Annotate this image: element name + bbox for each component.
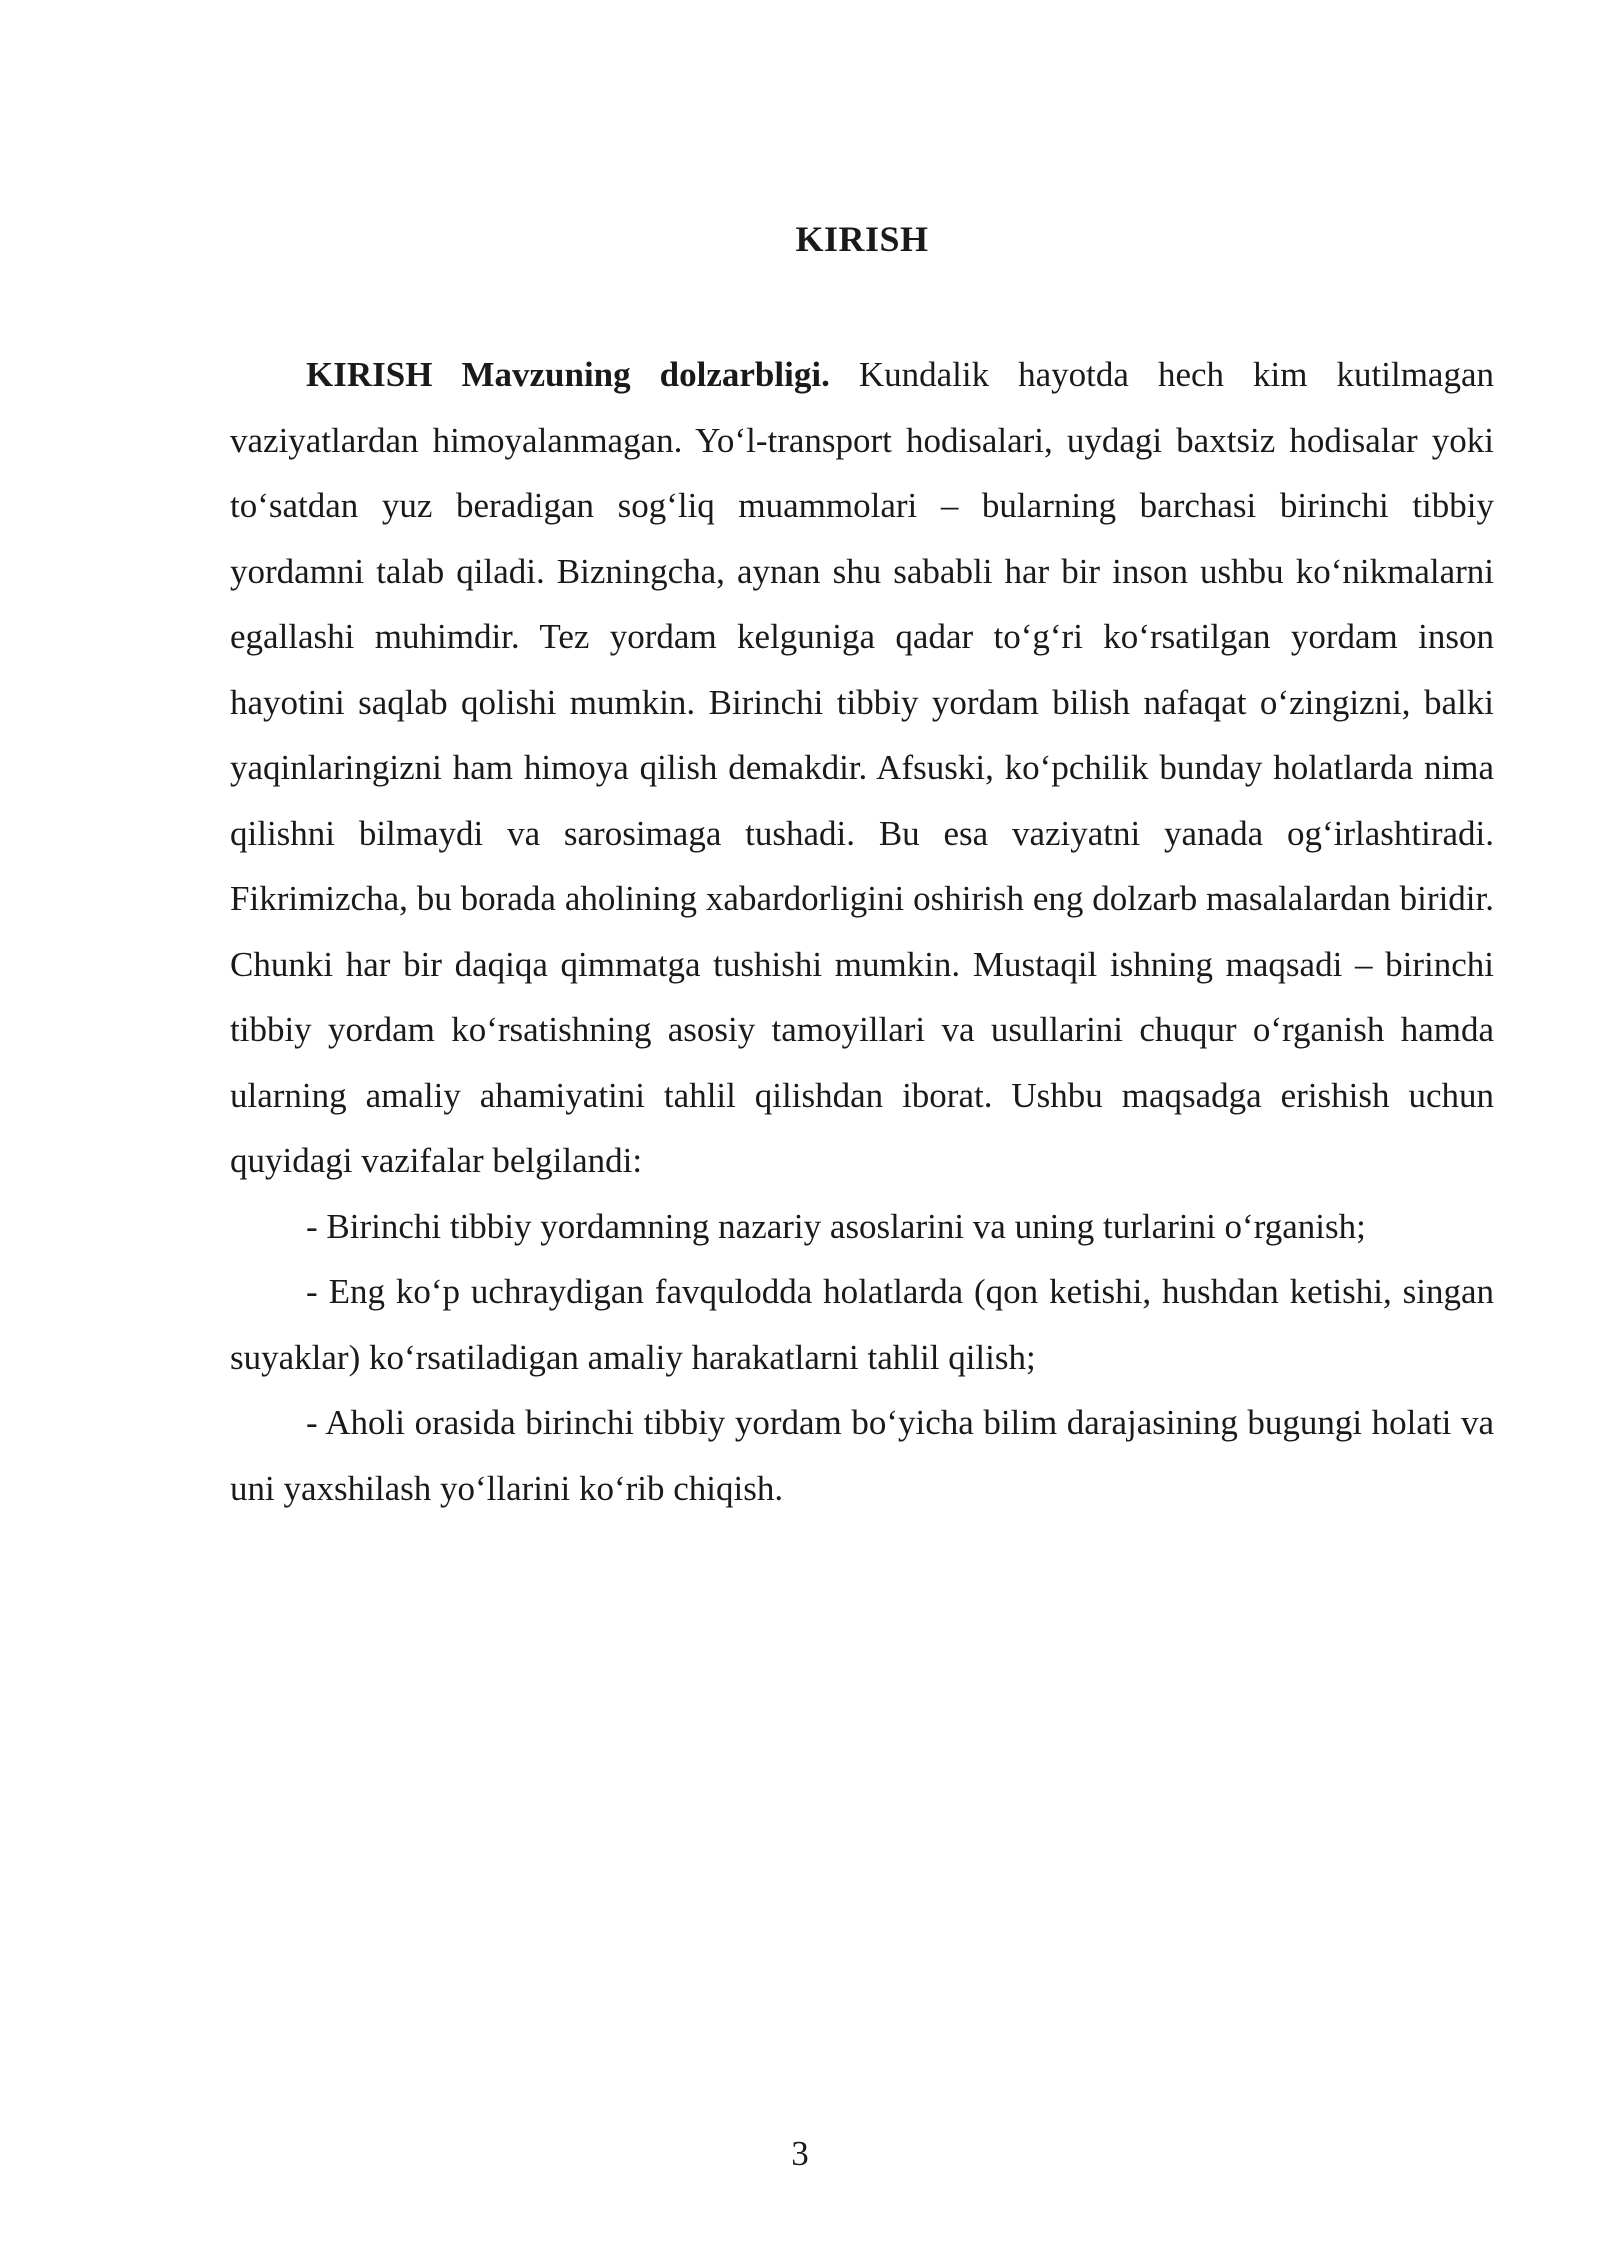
task-item: - Eng ko‘p uchraydigan favqulodda holatlarda (qon ketishi, hushdan ketishi, singan suyaklar) ko‘rsatiladigan amaliy harakatlarni tahlil qilish; <box>230 1272 1494 1377</box>
intro-text: Kundalik hayotda hech kim kutilmagan vaziyatlardan himoyalanmagan. Yo‘l-transport hodisalari, uydagi baxtsiz hodisalar yoki to‘satdan yuz beradigan sog‘liq muammolari – bularning barchasi birinchi tibbiy yordamni talab qiladi. Bizningcha, aynan shu sababli har bir inson ushbu ko‘nikmalarni egallashi muhimdir. Tez yordam kelguniga qadar to‘g‘ri ko‘rsatilgan yordam inson hayotini saqlab qolishi mumkin. Birinchi tibbiy yordam bilish nafaqat o‘zingizni, balki yaqinlaringizni ham himoya qilish demakdir. Afsuski, ko‘pchilik bunday holatlarda nima qilishni bilmaydi va sarosimaga tushadi. Bu esa vaziyatni yanada og‘irlashtiradi. Fikrimizcha, bu borada aholining xabardorligini oshirish eng dolzarb masalalardan biridir. Chunki har bir daqiqa qimmatga tushishi mumkin. Mustaqil ishning maqsadi – birinchi tibbiy yordam ko‘rsatishning asosiy tamoyillari va usullarini chuqur o‘rganish hamda ularning amaliy ahamiyatini tahlil qilishdan iborat. Ushbu maqsadga erishish uchun quyidagi vazifalar belgilandi: <box>230 355 1494 1180</box>
section-heading: KIRISH <box>795 219 929 259</box>
task-item: - Aholi orasida birinchi tibbiy yordam bo‘yicha bilim darajasining bugungi holati va uni yaxshilash yo‘llarini ko‘rib chiqish. <box>230 1403 1494 1508</box>
body-text <box>230 342 1494 1521</box>
page-number: 3 <box>791 2134 809 2173</box>
task-item: - Birinchi tibbiy yordamning nazariy asoslarini va uning turlarini o‘rganish; <box>306 1206 1366 1246</box>
intro-lead: KIRISH Mavzuning dolzarbligi. <box>306 355 830 394</box>
intro-paragraph <box>230 342 1494 1194</box>
